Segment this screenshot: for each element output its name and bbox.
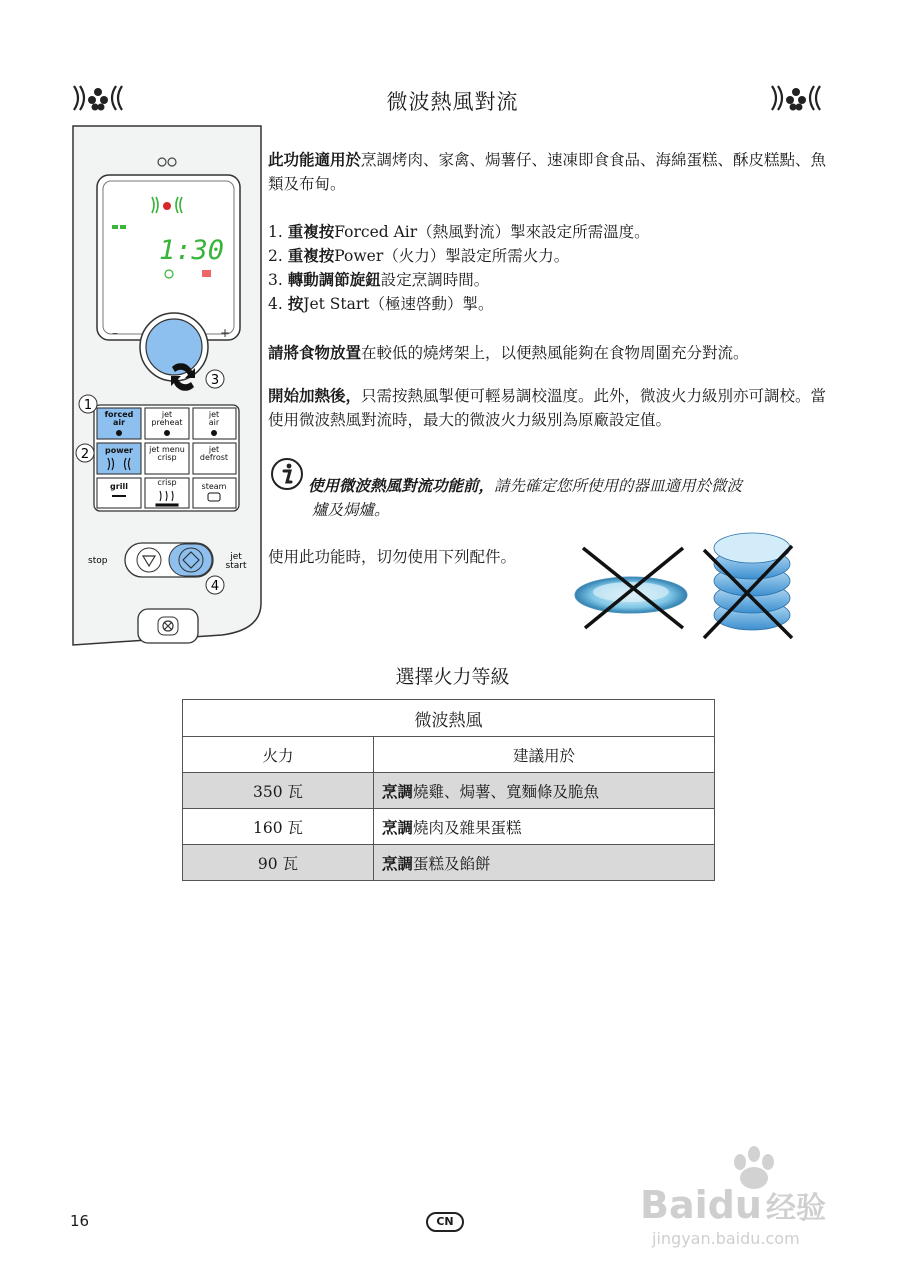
grill-btn-icon [112,495,126,497]
turntable-plate-crossed-image [573,510,695,638]
table-row: 160 瓦 烹調燒肉及雜果蛋糕 [183,809,715,845]
btn-forced-air-l1: forced [104,410,134,419]
stop-label: stop [88,556,108,566]
intro-paragraph: 此功能適用於烹調烤肉、家禽、焗薯仔、速凍即食食品、海綿蛋糕、酥皮糕點、魚類及布甸。 [268,150,827,193]
callout-1: 1 [83,398,93,413]
jet-start-label-l2: start [225,561,247,571]
btn-jet-menu-crisp-l1: jet menu [149,445,185,454]
info-icon [270,457,304,491]
svg-text:jingyan.baidu.com: jingyan.baidu.com [652,1229,800,1248]
forced-air-icon [768,80,824,116]
btn-jet-preheat-l1: jet [161,410,173,419]
stacked-dishes-crossed-image [700,510,800,645]
placement-paragraph: 請將食物放置在較低的燒烤架上，以便熱風能夠在食物周圍充分對流。 [268,343,749,362]
baidu-watermark [640,1140,860,1260]
display-minus: – [112,326,118,340]
btn-jet-air-l2: air [208,418,220,427]
step-item: 4. 按Jet Start（極速啓動）掣。 [268,294,494,313]
control-panel-illustration [72,125,262,647]
step-item: 3. 轉動調節旋鈕設定烹調時間。 [268,270,490,289]
display-heat-icon [163,202,171,210]
btn-jet-air-l1: jet [208,410,220,419]
language-badge: CN [426,1212,464,1232]
page-number: 16 [70,1212,90,1230]
btn-jet-defrost-l1: jet [208,445,220,454]
accessory-warning: 使用此功能時，切勿使用下列配件。 [268,548,517,566]
jet-start-label-l1: jet [230,552,242,562]
table-row: 350 瓦 烹調燒雞、焗薯、寬麵條及脆魚 [183,773,715,809]
preheat-btn-icon [164,430,170,436]
forced-air-btn-icon [116,430,122,436]
table-row: 90 瓦 烹調蛋糕及餡餅 [183,845,715,881]
column-header-use: 建議用於 [374,737,715,773]
svg-text:经验: 经验 [766,1191,826,1226]
jet-air-btn-icon [211,430,217,436]
steps-list [268,220,838,316]
btn-grill: grill [110,482,128,491]
power-level-heading: 選擇火力等級 [395,666,510,688]
btn-power: power [105,446,133,455]
btn-jet-preheat-l2: preheat [151,418,183,427]
after-heating-paragraph: 開始加熱後，只需按熱風掣便可輕易調校溫度。此外，微波火力級別亦可調校。當使用微波熱風對流時，最大的微波火力級別為原廠設定值。 [268,386,827,429]
step-item: 1. 重複按Forced Air（熱風對流）掣來設定所需溫度。 [268,222,650,241]
callout-4: 4 [210,579,220,594]
btn-crisp: crisp [157,478,177,487]
btn-jet-menu-crisp-l2: crisp [157,453,177,462]
power-level-table [182,699,715,881]
btn-steam: steam [201,482,227,491]
table-caption: 微波熱風 [183,700,715,737]
step-item: 2. 重複按Power（火力）掣設定所需火力。 [268,246,570,265]
callout-2: 2 [80,447,90,462]
btn-forced-air-l2: air [112,418,126,427]
display-plus: + [220,326,231,340]
btn-jet-defrost-l2: defrost [199,453,229,462]
column-header-power: 火力 [183,737,374,773]
callout-3: 3 [210,373,220,388]
note-text: 使用微波熱風對流功能前，請先確定您所使用的器皿適用於微波 爐及焗爐。 [308,476,743,519]
svg-text:Baidu: Baidu [640,1183,762,1227]
page-title: 微波熱風對流 [386,90,519,114]
display-grill-icon [202,270,211,277]
display-time: 1:30 [159,235,225,266]
